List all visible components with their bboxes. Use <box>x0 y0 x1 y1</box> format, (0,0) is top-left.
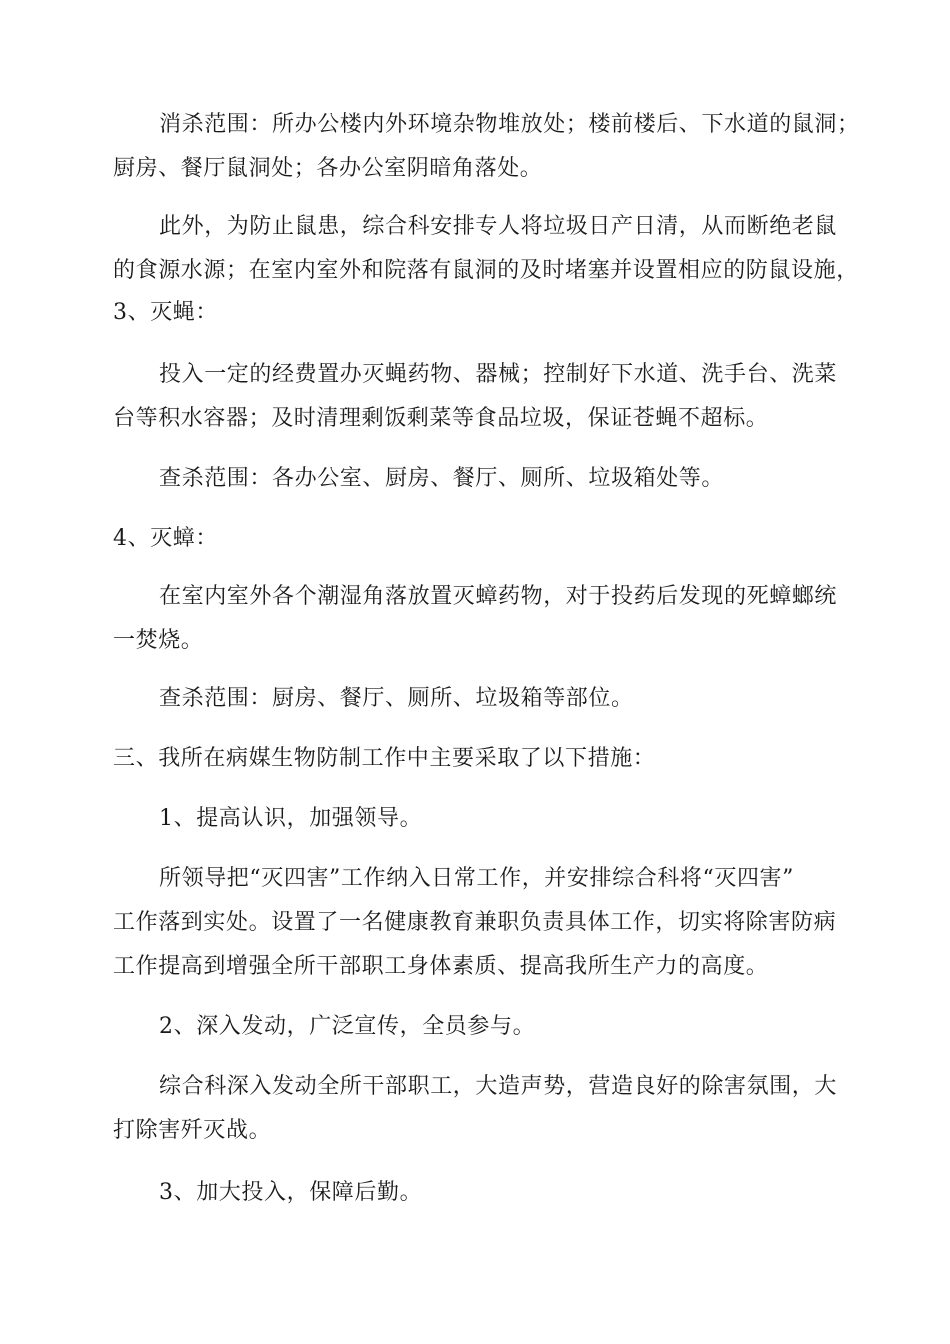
text-line: 的食源水源；在室内室外和院落有鼠洞的及时堵塞并设置相应的防鼠设施， <box>113 258 859 283</box>
text-line: 打除害歼灭战。 <box>113 1118 272 1143</box>
text-line: 查杀范围：各办公室、厨房、餐厅、厕所、垃圾箱处等。 <box>159 466 725 491</box>
section-heading: 3、灭蝇： <box>113 300 218 325</box>
text-line: 厨房、餐厅鼠洞处；各办公室阴暗角落处。 <box>113 156 543 181</box>
subsection-heading: 3、加大投入，保障后勤。 <box>159 1180 423 1205</box>
text-line: 综合科深入发动全所干部职工，大造声势，营造良好的除害氛围，大 <box>159 1074 838 1099</box>
text-line: 工作落到实处。设置了一名健康教育兼职负责具体工作，切实将除害防病 <box>113 910 837 935</box>
subsection-heading: 2、深入发动，广泛宣传，全员参与。 <box>159 1014 536 1039</box>
text-line: 消杀范围：所办公楼内外环境杂物堆放处；楼前楼后、下水道的鼠洞； <box>159 112 860 137</box>
text-line: 在室内室外各个潮湿角落放置灭蟑药物，对于投药后发现的死蟑螂统 <box>159 584 838 609</box>
text-line: 所领导把“灭四害”工作纳入日常工作，并安排综合科将“灭四害” <box>159 866 794 891</box>
text-line: 投入一定的经费置办灭蝇药物、器械；控制好下水道、洗手台、洗菜 <box>159 362 838 387</box>
text-line: 工作提高到增强全所干部职工身体素质、提高我所生产力的高度。 <box>113 954 769 979</box>
subsection-heading: 1、提高认识，加强领导。 <box>159 806 423 831</box>
text-line: 查杀范围：厨房、餐厅、厕所、垃圾箱等部位。 <box>159 686 634 711</box>
text-line: 台等积水容器；及时清理剩饭剩菜等食品垃圾，保证苍蝇不超标。 <box>113 406 769 431</box>
text-line: 此外，为防止鼠患，综合科安排专人将垃圾日产日清，从而断绝老鼠 <box>159 214 838 239</box>
text-line: 一焚烧。 <box>113 628 204 653</box>
section-heading: 三、我所在病媒生物防制工作中主要采取了以下措施： <box>113 746 656 771</box>
section-heading: 4、灭蟑： <box>113 526 218 551</box>
